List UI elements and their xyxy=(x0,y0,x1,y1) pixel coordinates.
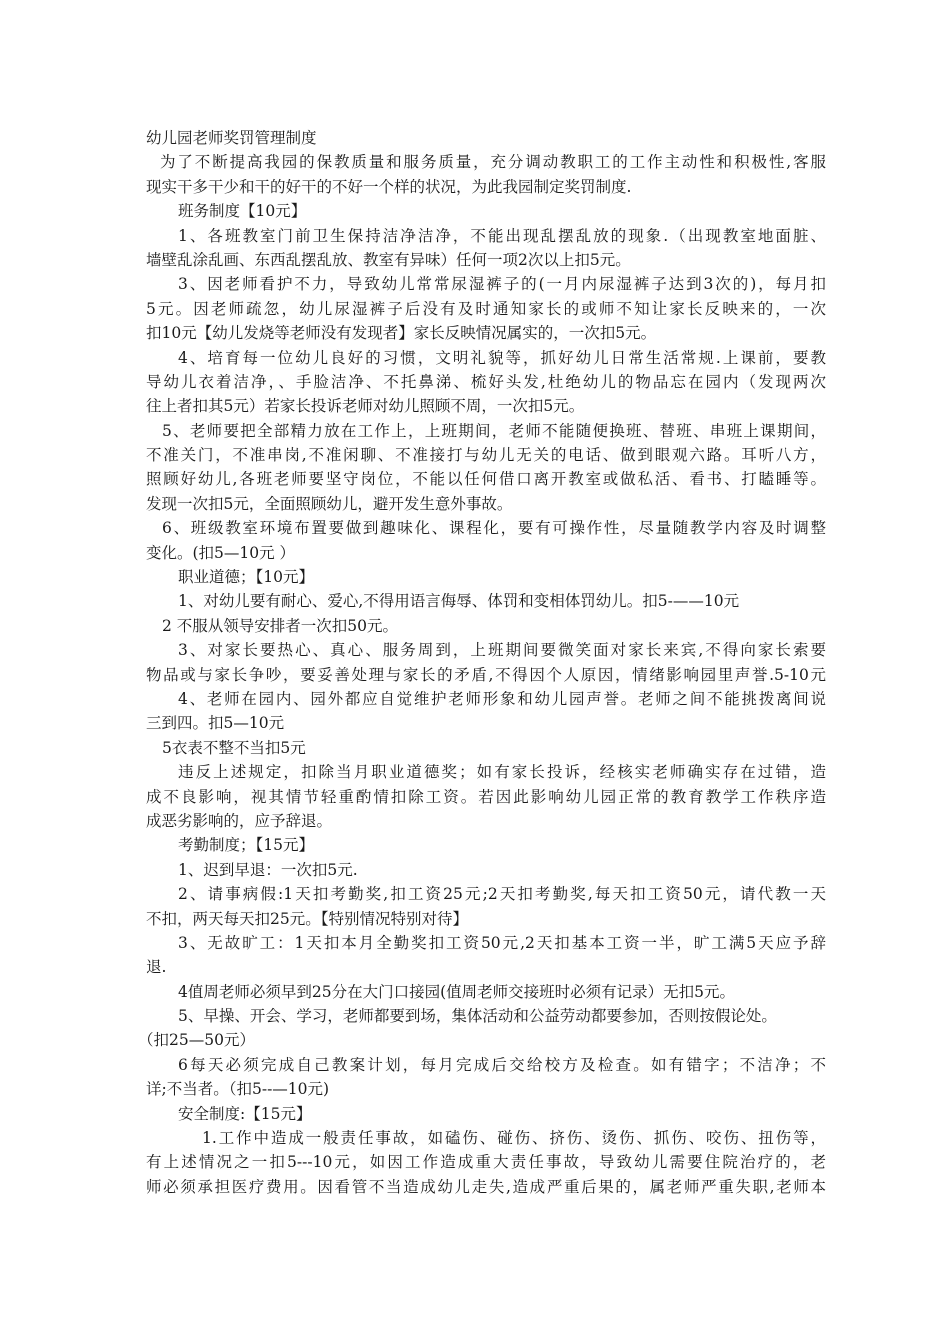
intro-line-2: 现实干多干少和干的好干的不好一个样的状况，为此我园制定奖罚制度. xyxy=(146,177,632,196)
paragraph-line: 物品或与家长争吵，要妥善处理与家长的矛盾,不得因个人原因，情绪影响园里声誉.5-10元 xyxy=(146,665,826,684)
paragraph-line: 6、班级教室环境布置要做到趣味化、课程化，要有可操作性，尽量随教学内容及时调整 xyxy=(162,519,826,538)
paragraph-line: 有上述情况之一扣5---10元，如因工作造成重大责任事故，导致幼儿需要住院治疗的，老 xyxy=(146,1153,826,1172)
paragraph-line: 违反上述规定，扣除当月职业道德奖；如有家长投诉，经核实老师确实存在过错，造 xyxy=(178,763,826,782)
paragraph-line: 4、培育每一位幼儿良好的习惯，文明礼貌等，抓好幼儿日常生活常规.上课前，要教 xyxy=(178,348,826,367)
paragraph-line: 扣10元【幼儿发烧等老师没有发现者】家长反映情况属实的，一次扣5元。 xyxy=(146,324,657,343)
paragraph-line: 3、无故旷工：1天扣本月全勤奖扣工资50元,2天扣基本工资一半，旷工满5天应予辞 xyxy=(178,933,826,952)
paragraph-line: 成不良影响，视其情节轻重酌情扣除工资。若因此影响幼儿园正常的教育教学工作秩序造 xyxy=(146,787,826,806)
paragraph-line: 3、对家长要热心、真心、服务周到，上班期间要微笑面对家长来宾,不得向家长索要 xyxy=(178,641,826,660)
paragraph-line: 2 不服从领导安排者一次扣50元。 xyxy=(162,616,399,635)
paragraph-line: 导幼儿衣着洁净，、手脸洁净、不托鼻涕、梳好头发,杜绝幼儿的物品忘在园内（发现两次 xyxy=(146,372,826,391)
paragraph-line: 6每天必须完成自己教案计划，每月完成后交给校方及检查。如有错字；不洁净；不 xyxy=(178,1055,826,1074)
paragraph-line: 照顾好幼儿,各班老师要坚守岗位，不能以任何借口离开教室或做私活、看书、打瞌睡等。 xyxy=(146,470,826,489)
paragraph-line: 三到四。扣5—10元 xyxy=(146,714,285,733)
section-heading-attendance: 考勤制度；【15元】 xyxy=(178,836,314,855)
document-title: 幼儿园老师奖罚管理制度 xyxy=(146,129,317,147)
paragraph-line: 成恶劣影响的，应予辞退。 xyxy=(146,811,333,830)
paragraph-line: 1、迟到早退：一次扣5元. xyxy=(178,860,358,879)
paragraph-line: 4、老师在园内、园外都应自觉维护老师形象和幼儿园声誉。老师之间不能挑拨离间说 xyxy=(178,689,826,708)
paragraph-line: 2、请事病假:1天扣考勤奖,扣工资25元;2天扣考勤奖,每天扣工资50元，请代教一天 xyxy=(178,885,826,904)
paragraph-line: 1、各班教室门前卫生保持洁净洁净，不能出现乱摆乱放的现象.（出现教室地面脏、 xyxy=(178,226,826,245)
paragraph-line: 师必须承担医疗费用。因看管不当造成幼儿走失,造成严重后果的，属老师严重失职,老师本 xyxy=(146,1177,826,1196)
paragraph-line: 1.工作中造成一般责任事故，如磕伤、碰伤、挤伤、烫伤、抓伤、咬伤、扭伤等， xyxy=(202,1129,826,1148)
document-page xyxy=(138,126,826,1199)
paragraph-line: （扣25—50元） xyxy=(138,1031,255,1050)
paragraph-line: 3、因老师看护不力，导致幼儿常常尿湿裤子的(一月内尿湿裤子达到3次的)，每月扣 xyxy=(178,275,826,294)
paragraph-line: 1、对幼儿要有耐心、爱心,不得用语言侮辱、体罚和变相体罚幼儿。扣5-——10元 xyxy=(178,592,740,611)
paragraph-line: 退. xyxy=(146,958,167,977)
paragraph-line: 4值周老师必须早到25分在大门口接园(值周老师交接班时必须有记录）无扣5元。 xyxy=(178,982,735,1001)
paragraph-line: 墙壁乱涂乱画、东西乱摆乱放、教室有异味）任何一项2次以上扣5元。 xyxy=(146,250,631,269)
paragraph-line: 变化。(扣5—10元 ） xyxy=(146,543,296,562)
paragraph-line: 往上者扣其5元）若家长投诉老师对幼儿照顾不周，一次扣5元。 xyxy=(146,397,585,416)
paragraph-line: 5元。因老师疏忽，幼儿尿湿裤子后没有及时通知家长的或师不知让家长反映来的，一次 xyxy=(146,299,826,318)
paragraph-line: 5衣表不整不当扣5元 xyxy=(162,738,306,757)
paragraph-line: 不准关门，不准串岗,不准闲聊、不准接打与幼儿无关的电话、做到眼观六路。耳听八方， xyxy=(146,446,826,465)
intro-line-1: 为了不断提高我园的保教质量和服务质量，充分调动教职工的工作主动性和积极性,客服 xyxy=(160,153,826,172)
paragraph-line: 发现一次扣5元，全面照顾幼儿，避开发生意外事故。 xyxy=(146,494,513,513)
section-heading-class-affairs: 班务制度【10元】 xyxy=(178,202,307,221)
section-heading-safety: 安全制度:【15元】 xyxy=(178,1104,312,1123)
paragraph-line: 详;不当者。（扣5--—10元) xyxy=(146,1080,330,1099)
section-heading-professional-ethics: 职业道德；【10元】 xyxy=(178,568,314,587)
paragraph-line: 不扣，两天每天扣25元。【特别情况特别对待】 xyxy=(146,909,468,928)
paragraph-line: 5、早操、开会、学习，老师都要到场，集体活动和公益劳动都要参加，否则按假论处。 xyxy=(178,1007,777,1026)
paragraph-line: 5、老师要把全部精力放在工作上，上班期间，老师不能随便换班、替班、串班上课期间， xyxy=(162,421,826,440)
